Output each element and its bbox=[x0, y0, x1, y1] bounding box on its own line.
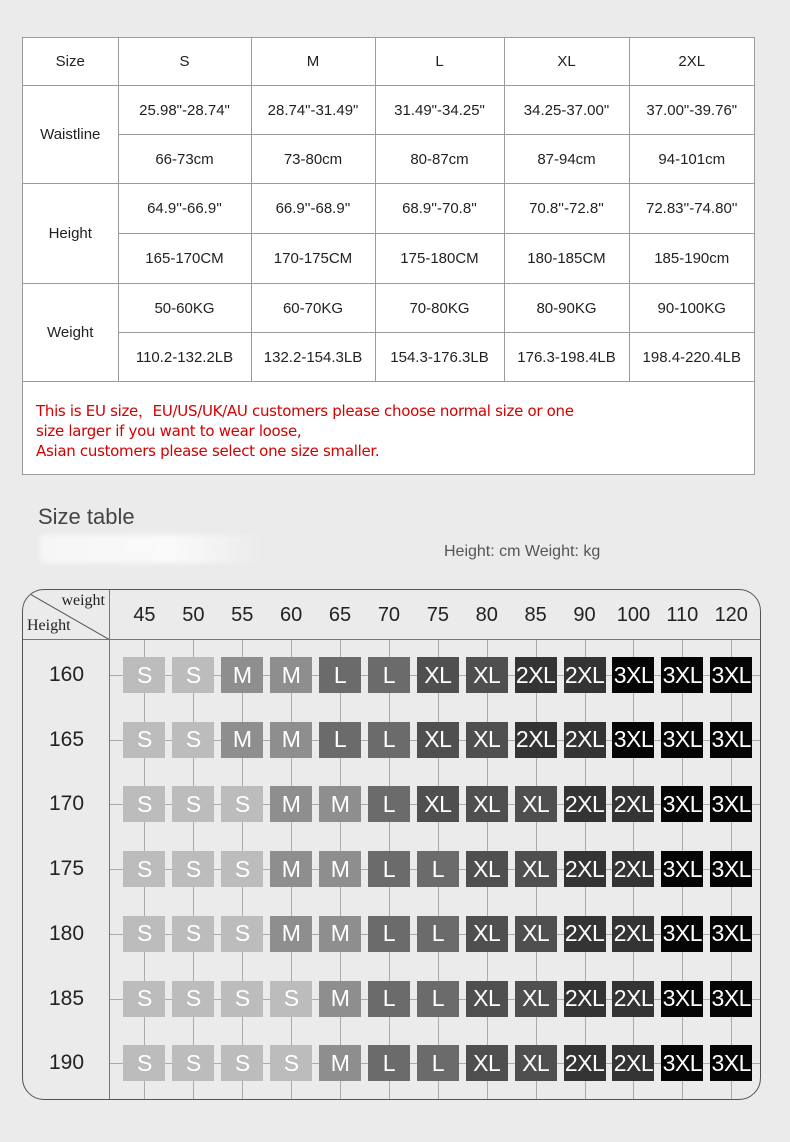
size-cell: L bbox=[368, 851, 410, 887]
size-cell: 3XL bbox=[661, 851, 703, 887]
table-cell: 31.49"-34.25" bbox=[375, 86, 504, 135]
size-cell: S bbox=[221, 981, 263, 1017]
size-cell: L bbox=[417, 851, 459, 887]
table-cell: 73-80cm bbox=[251, 135, 375, 184]
size-cell: S bbox=[221, 786, 263, 822]
size-cell: S bbox=[221, 1045, 263, 1081]
size-cell: 2XL bbox=[564, 916, 606, 952]
size-cell: XL bbox=[466, 786, 508, 822]
weight-column-header: 90 bbox=[573, 603, 596, 626]
size-cell: 3XL bbox=[710, 981, 752, 1017]
height-row-header: 165 bbox=[48, 727, 85, 751]
table-cell: 90-100KG bbox=[629, 284, 754, 333]
height-row-header: 190 bbox=[48, 1051, 85, 1075]
note-line: size larger if you want to wear loose, bbox=[36, 422, 302, 440]
size-cell: S bbox=[172, 851, 214, 887]
size-cell: XL bbox=[466, 851, 508, 887]
size-cell: 3XL bbox=[661, 981, 703, 1017]
size-cell: S bbox=[123, 786, 165, 822]
table-cell: 175-180CM bbox=[375, 234, 504, 284]
grid-corner bbox=[23, 590, 110, 640]
units-label: Height: cm Weight: kg bbox=[444, 543, 601, 560]
size-cell: S bbox=[270, 981, 312, 1017]
table-cell: 64.9''-66.9'' bbox=[118, 184, 251, 234]
size-cell: XL bbox=[417, 722, 459, 758]
size-cell: M bbox=[319, 916, 361, 952]
size-cell: 3XL bbox=[710, 722, 752, 758]
height-weight-size-grid bbox=[22, 589, 761, 1100]
table-cell: 34.25-37.00" bbox=[504, 86, 629, 135]
height-row-header: 170 bbox=[48, 792, 85, 816]
size-cell: M bbox=[270, 786, 312, 822]
size-cell: XL bbox=[515, 916, 557, 952]
size-cell: 3XL bbox=[612, 657, 654, 693]
size-cell: 3XL bbox=[710, 916, 752, 952]
table-cell: 80-87cm bbox=[375, 135, 504, 184]
table-cell: 37.00"-39.76" bbox=[629, 86, 754, 135]
size-cell: XL bbox=[466, 916, 508, 952]
size-chart-table bbox=[22, 37, 755, 475]
size-cell: S bbox=[123, 657, 165, 693]
row-label: Height bbox=[23, 184, 118, 284]
size-cell: 2XL bbox=[612, 1045, 654, 1081]
size-cell: XL bbox=[515, 851, 557, 887]
size-cell: S bbox=[172, 657, 214, 693]
size-table-title: Size table bbox=[38, 504, 135, 529]
size-cell: S bbox=[123, 916, 165, 952]
height-row-header: 180 bbox=[48, 921, 85, 945]
size-cell: 3XL bbox=[710, 851, 752, 887]
size-cell: S bbox=[270, 1045, 312, 1081]
size-cell: XL bbox=[515, 786, 557, 822]
size-cell: M bbox=[270, 657, 312, 693]
size-cell: M bbox=[270, 851, 312, 887]
height-cm-row bbox=[23, 234, 754, 284]
header-cell: M bbox=[251, 38, 375, 86]
height-inch-row bbox=[23, 184, 754, 234]
waistline-cm-row bbox=[23, 135, 754, 184]
header-cell: L bbox=[375, 38, 504, 86]
size-cell: S bbox=[172, 786, 214, 822]
table-cell: 180-185CM bbox=[504, 234, 629, 284]
size-cell: 2XL bbox=[564, 722, 606, 758]
height-row-header: 160 bbox=[48, 663, 85, 686]
size-cell: M bbox=[319, 981, 361, 1017]
table-cell: 154.3-176.3LB bbox=[375, 333, 504, 382]
weight-column-header: 60 bbox=[280, 603, 303, 626]
size-cell: S bbox=[172, 1045, 214, 1081]
height-row-header: 185 bbox=[48, 986, 85, 1010]
weight-column-header: 75 bbox=[426, 603, 449, 626]
faded-decoration bbox=[40, 535, 260, 563]
table-cell: 60-70KG bbox=[251, 284, 375, 333]
table-cell: 185-190cm bbox=[629, 234, 754, 284]
table-cell: 80-90KG bbox=[504, 284, 629, 333]
table-cell: 70.8''-72.8'' bbox=[504, 184, 629, 234]
size-cell: 2XL bbox=[564, 786, 606, 822]
weight-column-header: 65 bbox=[328, 603, 352, 626]
size-cell: 2XL bbox=[515, 657, 557, 693]
corner-weight-label: weight bbox=[61, 592, 105, 609]
waistline-inch-row bbox=[23, 86, 754, 135]
weight-kg-row bbox=[23, 284, 754, 333]
table-cell: 165-170CM bbox=[118, 234, 251, 284]
weight-column-header: 55 bbox=[231, 603, 254, 626]
corner-height-label: Height bbox=[27, 617, 71, 634]
table-cell: 198.4-220.4LB bbox=[629, 333, 754, 382]
size-cell: 2XL bbox=[612, 981, 654, 1017]
note-line: Asian customers please select one size smaller. bbox=[36, 442, 380, 460]
weight-column-header: 120 bbox=[714, 603, 748, 626]
weight-column-header: 70 bbox=[377, 603, 401, 626]
table-cell: 72.83''-74.80'' bbox=[629, 184, 754, 234]
size-cell: M bbox=[270, 722, 312, 758]
size-note bbox=[23, 382, 754, 461]
size-cell: L bbox=[319, 657, 361, 693]
height-row-header: 175 bbox=[48, 857, 85, 881]
size-cell: L bbox=[319, 722, 361, 758]
table-cell: 110.2-132.2LB bbox=[118, 333, 251, 382]
weight-lb-row bbox=[23, 333, 754, 382]
row-label: Waistline bbox=[23, 86, 118, 184]
table-cell: 66.9''-68.9'' bbox=[251, 184, 375, 234]
size-cell: L bbox=[368, 1045, 410, 1081]
size-header-row bbox=[23, 38, 754, 86]
size-cell: XL bbox=[417, 657, 459, 693]
size-cell: XL bbox=[417, 786, 459, 822]
size-cell: 3XL bbox=[710, 1045, 752, 1081]
table-cell: 87-94cm bbox=[504, 135, 629, 184]
table-cell: 66-73cm bbox=[118, 135, 251, 184]
size-cell: 2XL bbox=[612, 916, 654, 952]
size-cell: S bbox=[123, 851, 165, 887]
size-cell: 2XL bbox=[564, 1045, 606, 1081]
header-cell: XL bbox=[504, 38, 629, 86]
weight-column-header: 85 bbox=[524, 603, 547, 626]
weight-column-header: 80 bbox=[475, 603, 498, 626]
size-cell: L bbox=[417, 981, 459, 1017]
size-cell: S bbox=[123, 981, 165, 1017]
header-cell: 2XL bbox=[629, 38, 754, 86]
size-cell: 3XL bbox=[710, 786, 752, 822]
table-cell: 176.3-198.4LB bbox=[504, 333, 629, 382]
size-cell: L bbox=[368, 981, 410, 1017]
size-cell: 3XL bbox=[661, 916, 703, 952]
size-cell: M bbox=[270, 916, 312, 952]
size-cell: XL bbox=[515, 1045, 557, 1081]
size-cell: 3XL bbox=[661, 722, 703, 758]
size-cell: XL bbox=[466, 657, 508, 693]
size-cell: L bbox=[417, 1045, 459, 1081]
size-cell: 3XL bbox=[710, 657, 752, 693]
size-cell: XL bbox=[466, 722, 508, 758]
size-cell: M bbox=[319, 786, 361, 822]
size-cell: XL bbox=[466, 1045, 508, 1081]
size-cell: L bbox=[368, 916, 410, 952]
size-cell: S bbox=[172, 981, 214, 1017]
size-cell: 2XL bbox=[515, 722, 557, 758]
table-cell: 94-101cm bbox=[629, 135, 754, 184]
size-cell: 2XL bbox=[612, 786, 654, 822]
size-cell: 3XL bbox=[612, 722, 654, 758]
size-cell: M bbox=[221, 722, 263, 758]
size-cell: S bbox=[123, 722, 165, 758]
row-label: Weight bbox=[23, 284, 118, 382]
header-cell: Size bbox=[23, 38, 118, 86]
size-cell: S bbox=[221, 916, 263, 952]
header-cell: S bbox=[118, 38, 251, 86]
table-cell: 170-175CM bbox=[251, 234, 375, 284]
table-cell: 132.2-154.3LB bbox=[251, 333, 375, 382]
size-cell: L bbox=[368, 657, 410, 693]
size-cell: M bbox=[319, 1045, 361, 1081]
weight-column-header: 100 bbox=[616, 603, 651, 626]
size-cell: 2XL bbox=[564, 851, 606, 887]
weight-column-header: 45 bbox=[133, 603, 156, 626]
table-cell: 28.74"-31.49" bbox=[251, 86, 375, 135]
size-cell: S bbox=[172, 916, 214, 952]
table-cell: 25.98"-28.74" bbox=[118, 86, 251, 135]
table-cell: 50-60KG bbox=[118, 284, 251, 333]
size-cell: 3XL bbox=[661, 657, 703, 693]
size-cell: L bbox=[417, 916, 459, 952]
size-cell: L bbox=[368, 722, 410, 758]
size-cell: XL bbox=[515, 981, 557, 1017]
table-cell: 70-80KG bbox=[375, 284, 504, 333]
note-line: This is EU size，EU/US/UK/AU customers please choose normal size or one bbox=[36, 402, 574, 420]
size-cell: 2XL bbox=[612, 851, 654, 887]
size-cell: M bbox=[319, 851, 361, 887]
size-cell: L bbox=[368, 786, 410, 822]
size-cell: M bbox=[221, 657, 263, 693]
weight-column-header: 50 bbox=[182, 603, 205, 626]
size-cell: 2XL bbox=[564, 981, 606, 1017]
table-cell: 68.9''-70.8'' bbox=[375, 184, 504, 234]
size-cell: S bbox=[123, 1045, 165, 1081]
size-cell: 3XL bbox=[661, 786, 703, 822]
size-cell: S bbox=[172, 722, 214, 758]
size-cell: XL bbox=[466, 981, 508, 1017]
size-cell: 2XL bbox=[564, 657, 606, 693]
size-cell: 3XL bbox=[661, 1045, 703, 1081]
size-cell: S bbox=[221, 851, 263, 887]
weight-column-header: 110 bbox=[666, 603, 699, 626]
